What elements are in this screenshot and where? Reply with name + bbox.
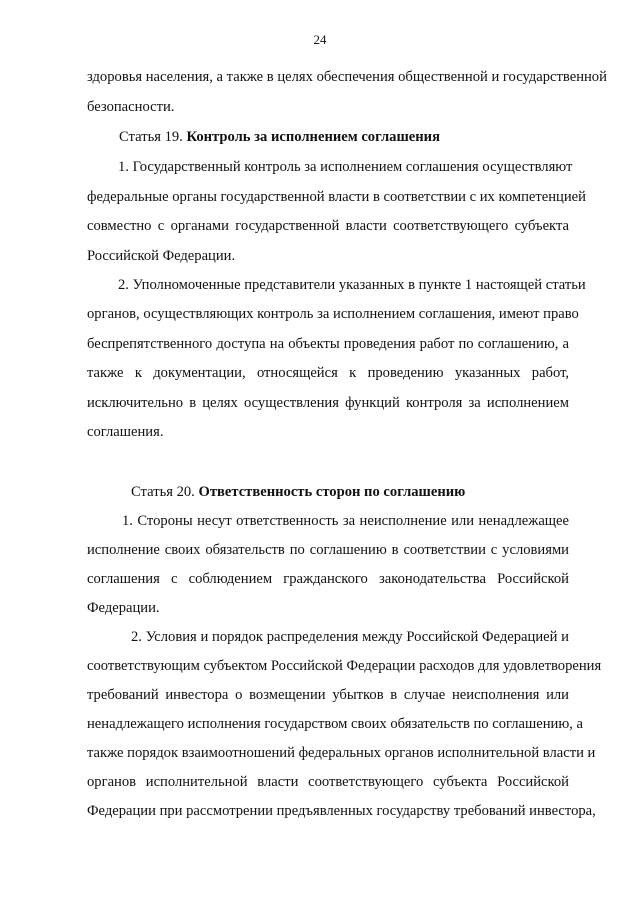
article-heading: [119, 128, 569, 146]
text-line: 2. Уполномоченные представители указанных в пункте 1 настоящей статьи: [118, 277, 586, 293]
text-line: исключительно в целях осуществления функций контроля за исполнением: [87, 395, 569, 411]
text-line: Федерации.: [87, 600, 160, 616]
text-line: соглашения.: [87, 424, 164, 440]
article-title: Ответственность сторон по соглашению: [198, 484, 466, 500]
text-line: федеральные органы государственной власти в соответствии с их компетенцией: [87, 189, 586, 205]
text-line: также порядок взаимоотношений федеральных органов исполнительной власти и: [87, 745, 596, 761]
text-line: соответствующим субъектом Российской Федерации расходов для удовлетворения: [87, 658, 602, 674]
text-line: органов исполнительной власти соответствующего субъекта Российской: [87, 774, 569, 790]
text-line: беспрепятственного доступа на объекты проведения работ по соглашению, а: [87, 336, 569, 352]
article-number: Статья 19.: [119, 129, 187, 145]
text-line: совместно с органами государственной власти соответствующего субъекта: [87, 218, 569, 234]
text-line: Российской Федерации.: [87, 248, 236, 264]
text-line: 2. Условия и порядок распределения между Российской Федерацией и: [131, 629, 569, 645]
text-line: 1. Государственный контроль за исполнением соглашения осуществляют: [118, 159, 573, 175]
text-line: 1. Стороны несут ответственность за неисполнение или ненадлежащее: [122, 513, 569, 529]
article-heading: [131, 483, 569, 501]
text-line: ненадлежащего исполнения государством своих обязательств по соглашению, а: [87, 716, 584, 732]
article-number: Статья 20.: [131, 484, 199, 500]
text-line: органов, осуществляющих контроль за исполнением соглашения, имеют право: [87, 306, 579, 322]
text-line: исполнение своих обязательств по соглашению в соответствии с условиями: [87, 542, 569, 558]
text-line: требований инвестора о возмещении убытков в случае неисполнения или: [87, 687, 569, 703]
text-line: Федерации при рассмотрении предъявленных государству требований инвестора,: [87, 803, 596, 819]
page-number: 24: [313, 32, 327, 47]
text-line: безопасности.: [87, 99, 175, 115]
text-line: здоровья населения, а также в целях обеспечения общественной и государственной: [87, 69, 607, 85]
article-title: Контроль за исполнением соглашения: [186, 129, 440, 145]
text-line: соглашения с соблюдением гражданского законодательства Российской: [87, 571, 569, 587]
text-line: также к документации, относящейся к проведению указанных работ,: [87, 365, 569, 381]
